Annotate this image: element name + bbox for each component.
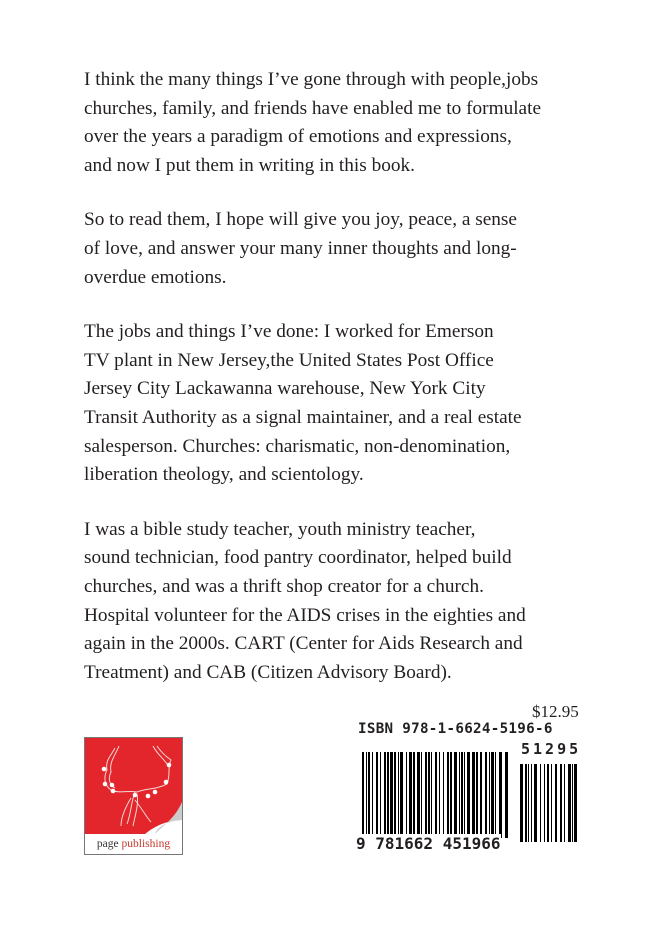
publisher-logo [84,737,183,855]
barcode-bar [505,752,508,838]
text-line: churches, family, and friends have enabled me to formulate [84,97,542,119]
barcode-bar [480,752,482,838]
isbn-label: ISBN 978-1-6624-5196-6 [358,721,553,737]
barcode-bar [413,752,415,838]
barcode-bar [491,752,494,838]
text-line: I was a bible study teacher, youth ministry teacher, [84,518,476,540]
barcode-bar [467,752,470,838]
price: $12.95 [532,702,579,721]
barcode-bar [485,752,487,838]
barcode-bar [380,752,381,838]
barcode-bar [398,752,399,838]
text-line: Treatment) and CAB (Citizen Advisory Board). [84,661,452,683]
barcode-bar [362,752,364,846]
barcode-bar [450,752,452,838]
text-line: Transit Authority as a signal maintainer, and a real estate [84,406,522,428]
paragraph [84,206,604,292]
barcode-bar [520,764,523,842]
barcode-bar [568,764,571,842]
barcode-bar [387,752,389,838]
logo-word-page: page [96,838,119,850]
text-line: churches, and was a thrift shop creator for a church. [84,575,484,597]
text-line: of love, and answer your many inner thoughts and long- [84,237,517,259]
barcode-bar [459,752,460,838]
text-line: overdue emotions. [84,266,227,288]
logo-word-publishing: publishing [121,838,171,850]
barcode-bar [394,752,396,838]
text-line: sound technician, food pantry coordinator, helped build [84,547,512,569]
text-line: Jersey City Lackawanna warehouse, New York City [84,378,486,400]
barcode-bar [476,752,478,838]
text-line: Hospital volunteer for the AIDS crises in the eighties and [84,604,526,626]
barcode-bar [417,752,420,838]
barcode-bar [443,752,444,838]
barcode-bar [372,752,373,838]
barcode-bar [544,764,545,842]
text-line: So to read them, I hope will give you joy, peace, a sense [84,209,517,231]
barcode-bar [534,764,537,842]
cover-blurb [84,66,604,713]
barcode-bar [368,752,370,838]
text-line: TV plant in New Jersey,the United States Post Office [84,349,494,371]
barcode-bar [428,752,430,838]
text-line: liberation theology, and scientology. [84,464,364,486]
barcode-bar [547,764,549,842]
barcode-bar [461,752,463,838]
barcode-bar [366,752,367,846]
barcode-bar [489,752,490,838]
paragraph [84,516,604,688]
text-line: salesperson. Churches: charismatic, non-denomination, [84,435,511,457]
barcode-bar [421,752,422,838]
barcode-bar [472,752,475,838]
barcode-bar [528,764,529,842]
barcode-bar [572,764,573,842]
barcode-bar [425,752,427,838]
barcode-bar [439,752,440,846]
barcode-bar [574,764,577,842]
text-line: and now I put them in writing in this book. [84,154,415,176]
barcode-bar [499,752,502,838]
barcode-bar [409,752,412,838]
barcode-bar [540,764,541,842]
text-line: again in the 2000s. CART (Center for Aids Research and [84,633,523,655]
barcode-bar [454,752,457,838]
barcode-bar [376,752,378,838]
barcode-bar [447,752,449,838]
barcode-bar [384,752,386,838]
barcode-bar [564,764,565,842]
barcode-bar [495,752,496,838]
barcode-bar [431,752,432,838]
barcode-bar [555,764,557,842]
barcode-bar [551,764,552,842]
barcode-bar [525,764,527,842]
barcode-bar [531,764,532,842]
text-line: over the years a paradigm of emotions and expressions, [84,126,512,148]
text-line: I think the many things I’ve gone through with people,jobs [84,69,539,90]
barcode-bar [464,752,465,838]
barcode-ean-number: 9 781662 451966 [356,834,501,853]
paragraph [84,66,604,180]
barcode-bar [400,752,403,838]
barcode-addon-number: 51295 [521,740,582,758]
text-line: The jobs and things I’ve done: I worked for Emerson [84,321,494,343]
barcode-bar [390,752,393,838]
barcode-bar [435,752,437,846]
tree-logo-icon [85,738,182,834]
barcode-bar [560,764,562,842]
paragraph [84,318,604,490]
publisher-name [85,835,182,854]
barcode-bar [406,752,407,838]
